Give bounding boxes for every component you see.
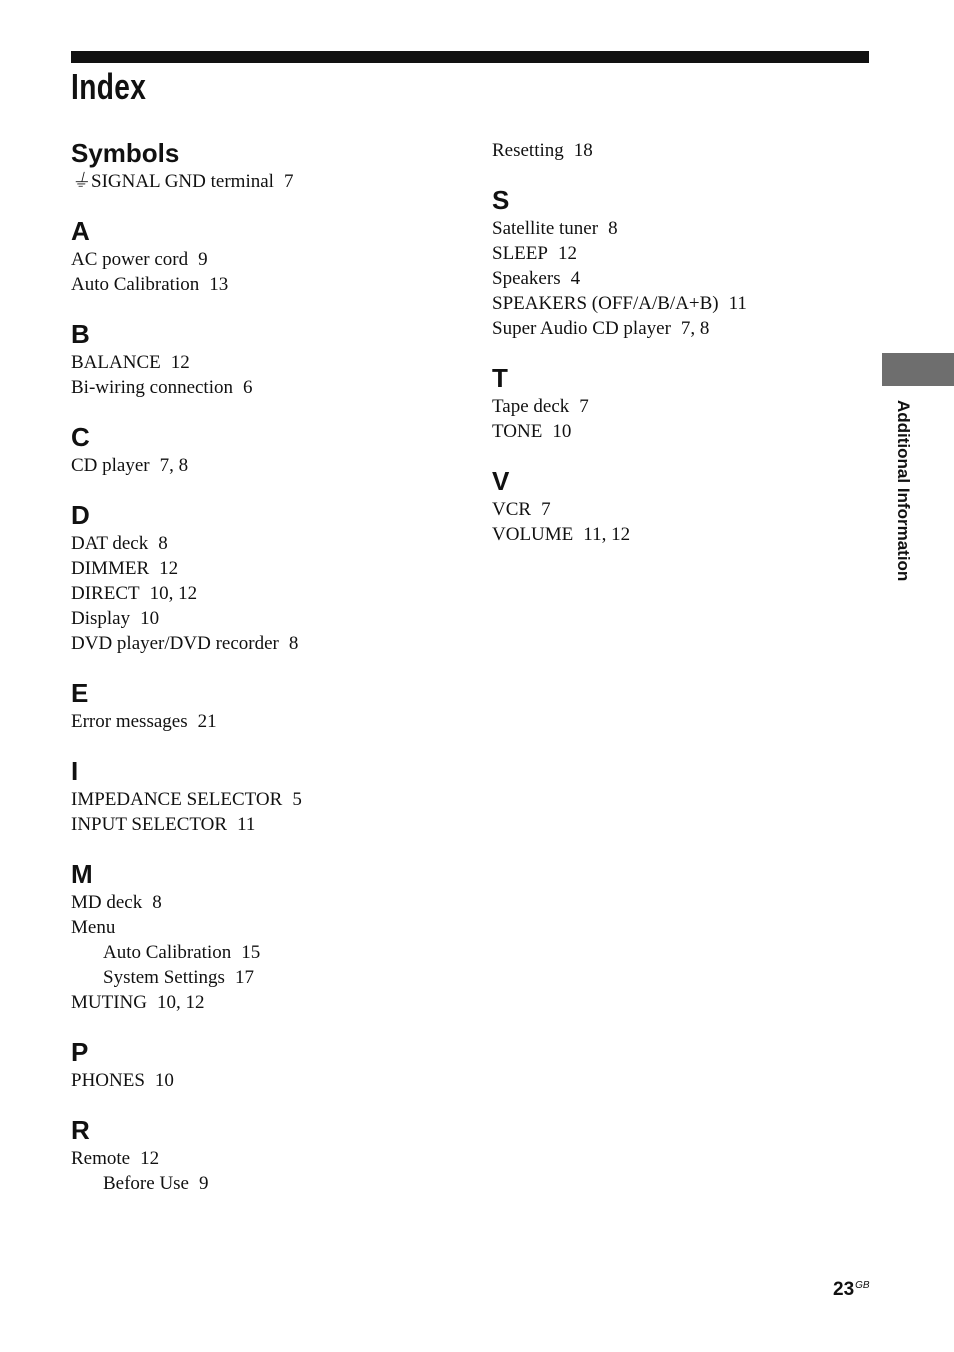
index-section	[492, 185, 862, 341]
entry-page-numbers: 7, 8	[159, 455, 189, 476]
index-column-right	[492, 138, 862, 569]
entry-term: DVD player/DVD recorder	[71, 633, 279, 654]
entry-page-numbers: 12	[159, 558, 179, 579]
entry-term: Remote	[71, 1148, 131, 1169]
entry-term: Before Use	[103, 1173, 189, 1194]
entry-page-numbers: 7	[541, 499, 551, 520]
section-heading: M	[71, 859, 93, 889]
index-entry	[492, 216, 862, 241]
entry-page-numbers: 7	[283, 171, 294, 192]
entry-page-numbers: 12	[557, 243, 577, 264]
index-section	[492, 363, 862, 444]
index-entry	[71, 1146, 471, 1171]
index-section	[71, 1037, 471, 1093]
entry-term: Resetting	[492, 140, 564, 161]
header-rule	[71, 51, 869, 63]
entry-term: Auto Calibration	[71, 274, 200, 295]
index-section	[71, 1115, 471, 1196]
entry-page-numbers: 10	[140, 608, 160, 629]
index-section	[71, 319, 471, 400]
entry-term: SLEEP	[492, 243, 548, 264]
section-tab-marker	[882, 353, 954, 386]
index-subentry	[71, 965, 471, 990]
section-heading: Symbols	[71, 138, 180, 168]
index-entry	[71, 709, 471, 734]
entry-page-numbers: 11	[237, 814, 256, 835]
index-entry	[71, 890, 471, 915]
index-entry	[492, 316, 862, 341]
entry-term: IMPEDANCE SELECTOR	[71, 789, 283, 810]
index-entry	[71, 812, 471, 837]
entry-page-numbers: 15	[241, 942, 261, 963]
section-heading: I	[71, 756, 79, 786]
entry-term: CD player	[71, 455, 150, 476]
index-section	[492, 138, 862, 163]
entry-term: System Settings	[103, 967, 225, 988]
page-number	[833, 1279, 870, 1301]
entry-term: Satellite tuner	[492, 218, 599, 239]
index-entry	[71, 606, 471, 631]
entry-page-numbers: 18	[573, 140, 593, 161]
entry-page-numbers: 11, 12	[583, 524, 631, 545]
entry-page-numbers: 8	[152, 892, 162, 913]
page-number-suffix: GB	[855, 1279, 870, 1291]
entry-page-numbers: 10	[154, 1070, 174, 1091]
section-heading: B	[71, 319, 90, 349]
index-entry	[71, 631, 471, 656]
entry-page-numbers: 8	[288, 633, 299, 654]
entry-page-numbers: 21	[197, 711, 217, 732]
index-section	[71, 500, 471, 656]
section-heading: S	[492, 185, 510, 215]
entry-term: DIRECT	[71, 583, 140, 604]
index-entry	[71, 915, 471, 940]
index-subentry	[71, 1171, 471, 1196]
index-entry	[71, 169, 471, 194]
index-section	[71, 756, 471, 837]
index-entry	[71, 350, 471, 375]
section-heading: E	[71, 678, 89, 708]
index-section	[492, 466, 862, 547]
entry-term: VCR	[492, 499, 532, 520]
index-entry	[492, 241, 862, 266]
entry-term: SIGNAL GND terminal	[91, 171, 274, 192]
entry-page-numbers: 9	[199, 1173, 209, 1194]
entry-page-numbers: 12	[170, 352, 190, 373]
page-title: Index	[71, 66, 147, 107]
index-entry	[71, 531, 471, 556]
entry-term: AC power cord	[71, 249, 189, 270]
entry-page-numbers: 10	[552, 421, 572, 442]
index-entry	[492, 394, 862, 419]
index-section	[71, 678, 471, 734]
section-heading: A	[71, 216, 90, 246]
ground-symbol-icon: ⏚	[71, 171, 91, 192]
entry-term: Auto Calibration	[103, 942, 232, 963]
index-entry	[71, 375, 471, 400]
entry-term: Speakers	[492, 268, 561, 289]
index-column-left	[71, 138, 471, 1218]
index-section	[71, 859, 471, 1015]
entry-page-numbers: 7, 8	[680, 318, 710, 339]
index-entry	[71, 272, 471, 297]
entry-term: Display	[71, 608, 131, 629]
entry-page-numbers: 8	[158, 533, 168, 554]
section-heading: P	[71, 1037, 89, 1067]
index-subentry	[71, 940, 471, 965]
entry-term: MUTING	[71, 992, 147, 1013]
entry-term: DAT deck	[71, 533, 149, 554]
entry-page-numbers: 4	[570, 268, 581, 289]
entry-page-numbers: 7	[579, 396, 589, 417]
entry-page-numbers: 17	[234, 967, 254, 988]
entry-term: BALANCE	[71, 352, 161, 373]
index-entry	[71, 247, 471, 272]
section-heading: C	[71, 422, 90, 452]
page-number-value: 23	[833, 1279, 855, 1300]
index-entry	[71, 581, 471, 606]
index-section	[71, 216, 471, 297]
index-section	[71, 138, 471, 194]
section-heading: R	[71, 1115, 90, 1145]
index-entry	[492, 138, 862, 163]
entry-page-numbers: 10, 12	[149, 583, 198, 604]
entry-term: Error messages	[71, 711, 188, 732]
section-heading: V	[492, 466, 510, 496]
section-heading: T	[492, 363, 508, 393]
index-entry	[492, 419, 862, 444]
entry-term: INPUT SELECTOR	[71, 814, 228, 835]
entry-term: Menu	[71, 917, 116, 938]
index-section	[71, 422, 471, 478]
entry-page-numbers: 5	[292, 789, 302, 810]
entry-page-numbers: 13	[209, 274, 229, 295]
index-entry	[492, 291, 862, 316]
entry-term: Super Audio CD player	[492, 318, 671, 339]
index-entry	[71, 453, 471, 478]
index-entry	[492, 266, 862, 291]
entry-term: MD deck	[71, 892, 143, 913]
entry-term: Bi-wiring connection	[71, 377, 233, 398]
entry-term: TONE	[492, 421, 543, 442]
index-entry	[492, 497, 862, 522]
entry-page-numbers: 9	[198, 249, 208, 270]
index-entry	[71, 556, 471, 581]
entry-term: PHONES	[71, 1070, 145, 1091]
entry-term: SPEAKERS (OFF/A/B/A+B)	[492, 293, 719, 314]
entry-term: Tape deck	[492, 396, 570, 417]
entry-page-numbers: 6	[243, 377, 253, 398]
section-side-label: Additional Information	[894, 400, 913, 582]
entry-page-numbers: 8	[608, 218, 618, 239]
entry-term: VOLUME	[492, 524, 574, 545]
index-entry	[71, 990, 471, 1015]
section-heading: D	[71, 500, 90, 530]
entry-page-numbers: 12	[140, 1148, 160, 1169]
entry-page-numbers: 10, 12	[157, 992, 205, 1013]
index-entry	[71, 787, 471, 812]
entry-page-numbers: 11	[728, 293, 747, 314]
index-entry	[492, 522, 862, 547]
index-entry	[71, 1068, 471, 1093]
entry-term: DIMMER	[71, 558, 150, 579]
